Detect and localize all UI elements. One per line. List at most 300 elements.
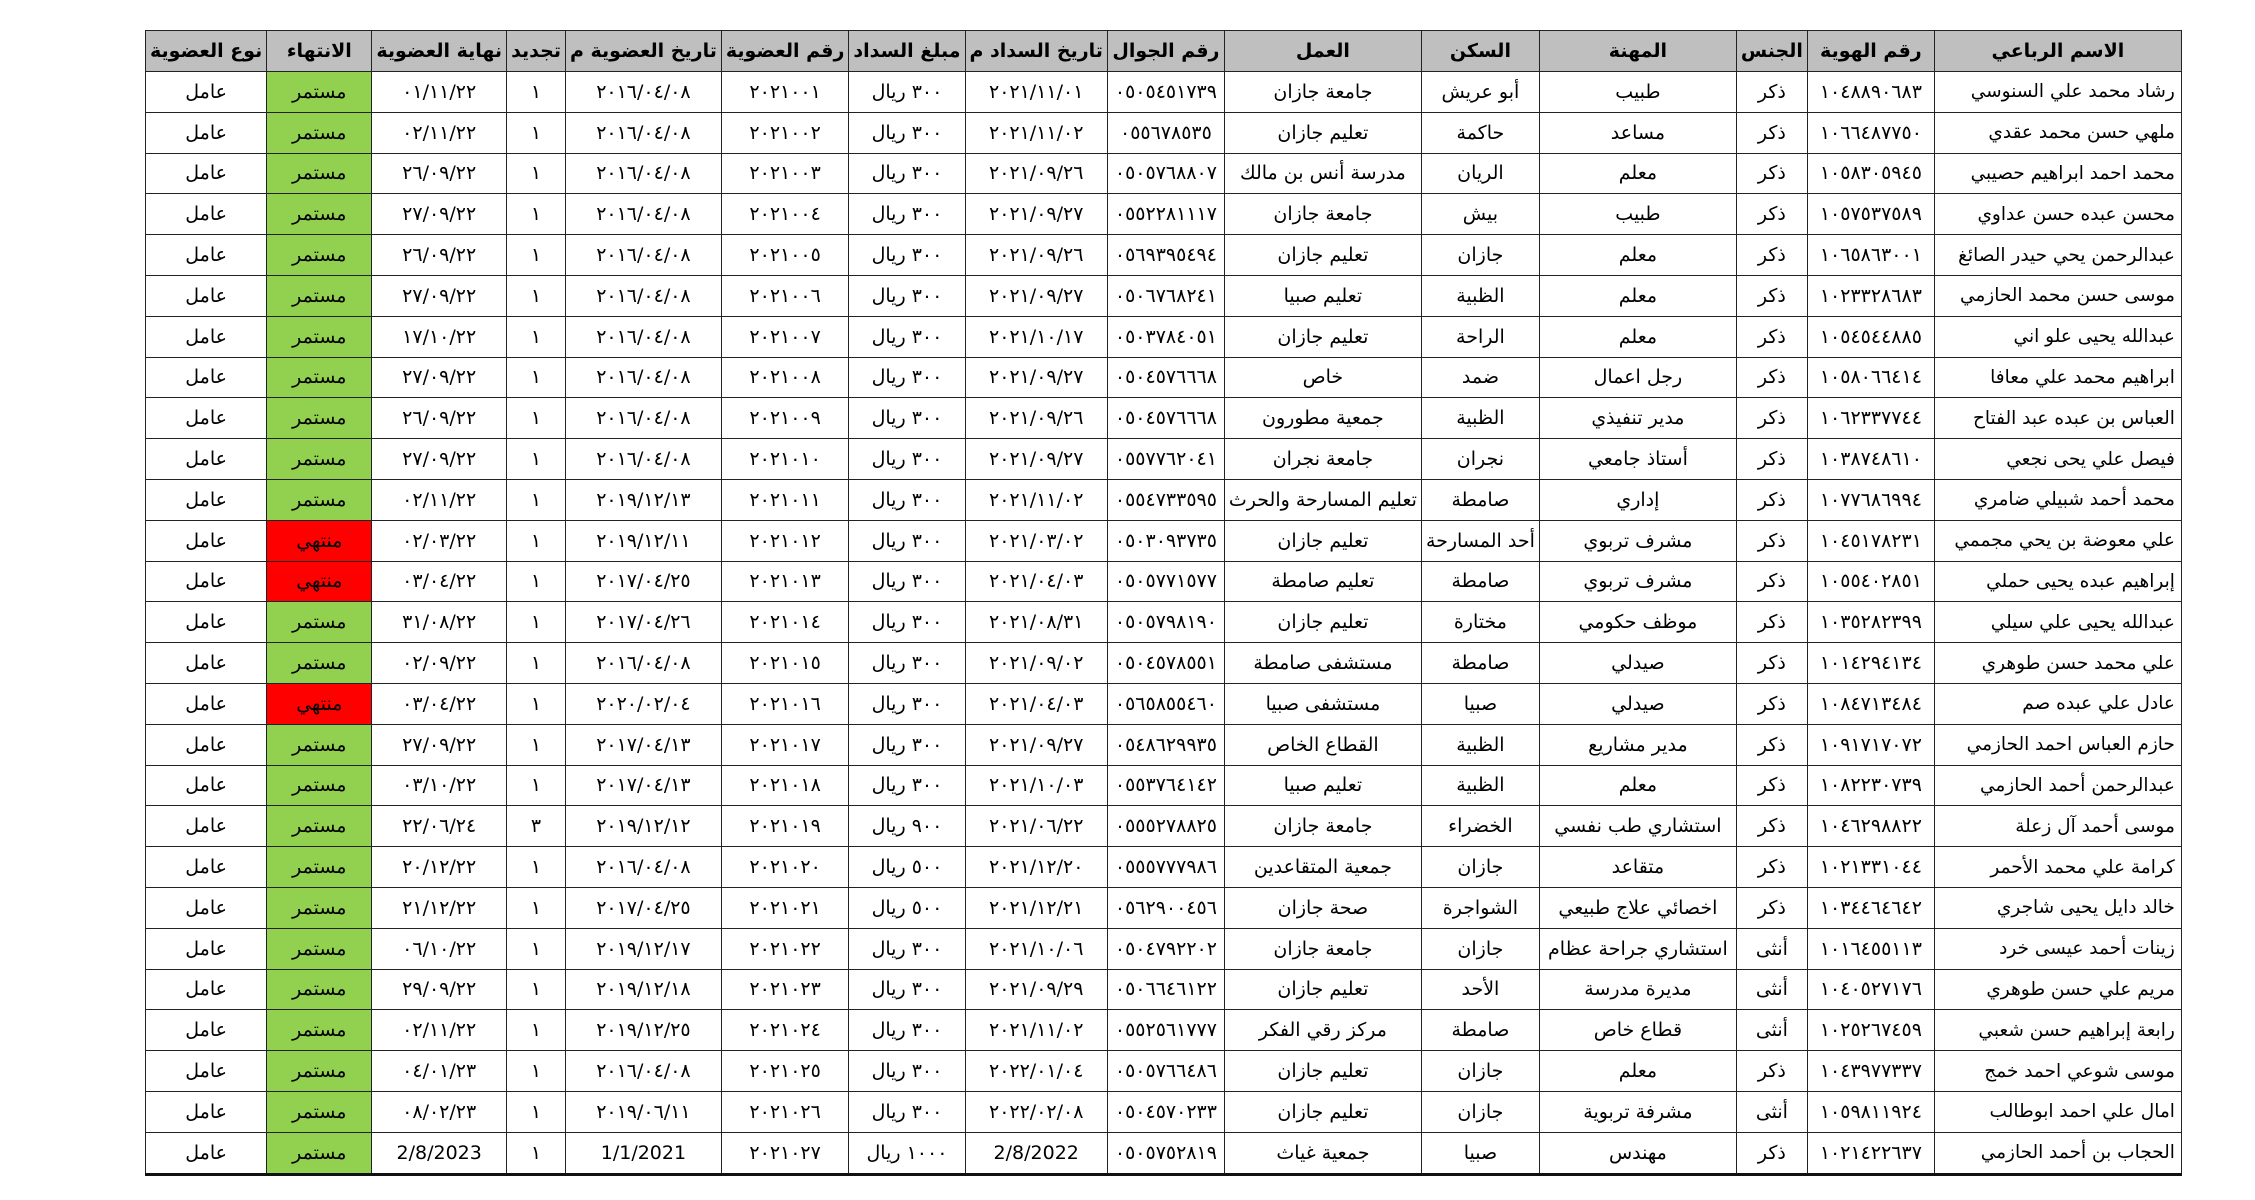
cell-amount: ١٠٠٠ ريال (849, 1132, 965, 1174)
cell-memend: ٠٢/١١/٢٢ (372, 112, 507, 153)
cell-work: جمعية غياث (1224, 1132, 1421, 1174)
cell-memno: ٢٠٢١٠٠١ (721, 72, 849, 113)
cell-renew: ١ (507, 724, 566, 765)
cell-amount: ٣٠٠ ريال (849, 439, 965, 480)
cell-memend: ٢٧/٠٩/٢٢ (372, 194, 507, 235)
cell-id: ١٠٤٦٢٩٨٨٢٢ (1807, 806, 1934, 847)
cell-profession: مشرف تربوي (1539, 520, 1736, 561)
header-renew: تجديد (507, 31, 566, 72)
cell-memdate: ٢٠١٧/٠٤/١٣ (565, 765, 721, 806)
cell-memno: ٢٠٢١٠٢٦ (721, 1091, 849, 1132)
cell-renew: ١ (507, 275, 566, 316)
cell-gender: ذكر (1736, 1051, 1807, 1092)
status-badge: مستمر (267, 275, 372, 316)
cell-gender: ذكر (1736, 724, 1807, 765)
header-type: نوع العضوية (146, 31, 267, 72)
status-badge: مستمر (267, 1132, 372, 1174)
cell-profession: مشرف تربوي (1539, 561, 1736, 602)
cell-gender: ذكر (1736, 847, 1807, 888)
cell-paydate: ٢٠٢٢/٠١/٠٤ (965, 1051, 1107, 1092)
cell-memno: ٢٠٢١٠١٧ (721, 724, 849, 765)
cell-amount: ٣٠٠ ريال (849, 520, 965, 561)
cell-residence: الشواجرة (1421, 887, 1539, 928)
cell-mobile: ٠٥٥٥٢٧٨٨٢٥ (1107, 806, 1224, 847)
cell-paydate: ٢٠٢١/٠٩/٢٧ (965, 275, 1107, 316)
cell-type: عامل (146, 765, 267, 806)
status-badge: مستمر (267, 643, 372, 684)
cell-memdate: ٢٠١٩/١٢/٢٥ (565, 1010, 721, 1051)
table-body (146, 72, 2182, 1175)
cell-renew: ١ (507, 520, 566, 561)
cell-memend: ٠٣/٠٤/٢٢ (372, 683, 507, 724)
cell-name: إبراهيم عبده يحيى حملي (1934, 561, 2181, 602)
table-row (146, 724, 2182, 765)
table-row (146, 398, 2182, 439)
cell-amount: ٥٠٠ ريال (849, 887, 965, 928)
cell-paydate: ٢٠٢١/٠٩/٢٦ (965, 235, 1107, 276)
cell-residence: جازان (1421, 928, 1539, 969)
cell-mobile: ٠٥٥٥٧٧٧٩٨٦ (1107, 847, 1224, 888)
cell-amount: ٣٠٠ ريال (849, 235, 965, 276)
cell-memdate: 1/1/2021 (565, 1132, 721, 1174)
cell-name: الحجاب بن أحمد الحازمي (1934, 1132, 2181, 1174)
status-badge: مستمر (267, 112, 372, 153)
cell-amount: ٣٠٠ ريال (849, 602, 965, 643)
cell-memno: ٢٠٢١٠٢٠ (721, 847, 849, 888)
cell-memdate: ٢٠١٦/٠٤/٠٨ (565, 275, 721, 316)
status-badge: مستمر (267, 235, 372, 276)
cell-renew: ١ (507, 643, 566, 684)
table-row (146, 153, 2182, 194)
cell-gender: ذكر (1736, 520, 1807, 561)
cell-amount: ٣٠٠ ريال (849, 275, 965, 316)
cell-work: جمعية المتقاعدين (1224, 847, 1421, 888)
cell-renew: ١ (507, 602, 566, 643)
cell-paydate: ٢٠٢١/٠٩/٢٦ (965, 153, 1107, 194)
cell-mobile: ٠٥٠٣٠٩٣٧٣٥ (1107, 520, 1224, 561)
cell-memdate: ٢٠١٦/٠٤/٠٨ (565, 1051, 721, 1092)
cell-work: تعليم جازان (1224, 969, 1421, 1010)
header-profession: المهنة (1539, 31, 1736, 72)
status-badge: مستمر (267, 969, 372, 1010)
status-badge: مستمر (267, 724, 372, 765)
cell-paydate: 2/8/2022 (965, 1132, 1107, 1174)
cell-renew: ١ (507, 112, 566, 153)
cell-work: مستشفى صامطة (1224, 643, 1421, 684)
cell-residence: أبو عريش (1421, 72, 1539, 113)
cell-work: خاص (1224, 357, 1421, 398)
table-row (146, 1051, 2182, 1092)
cell-type: عامل (146, 806, 267, 847)
cell-paydate: ٢٠٢١/٠٩/٢٩ (965, 969, 1107, 1010)
cell-profession: مساعد (1539, 112, 1736, 153)
cell-residence: الريان (1421, 153, 1539, 194)
cell-memdate: ٢٠١٦/٠٤/٠٨ (565, 235, 721, 276)
cell-gender: أنثى (1736, 928, 1807, 969)
cell-mobile: ٠٥٥٤٧٣٣٥٩٥ (1107, 479, 1224, 520)
table-row (146, 275, 2182, 316)
cell-mobile: ٠٥٠٣٧٨٤٠٥١ (1107, 316, 1224, 357)
cell-mobile: ٠٥٦٢٩٠٠٤٥٦ (1107, 887, 1224, 928)
cell-gender: ذكر (1736, 398, 1807, 439)
cell-work: تعليم جازان (1224, 112, 1421, 153)
cell-amount: ٣٠٠ ريال (849, 1010, 965, 1051)
cell-id: ١٠٨٢٢٣٠٧٣٩ (1807, 765, 1934, 806)
table-row (146, 806, 2182, 847)
status-badge: مستمر (267, 357, 372, 398)
cell-renew: ١ (507, 1010, 566, 1051)
cell-id: ١٠٨٤٧١٣٤٨٤ (1807, 683, 1934, 724)
cell-profession: مدير مشاريع (1539, 724, 1736, 765)
cell-renew: ١ (507, 398, 566, 439)
cell-type: عامل (146, 316, 267, 357)
status-badge: منتهي (267, 520, 372, 561)
cell-work: جامعة جازان (1224, 806, 1421, 847)
cell-mobile: ٠٥٠٦٦٤٦١٢٢ (1107, 969, 1224, 1010)
cell-work: جامعة جازان (1224, 928, 1421, 969)
cell-amount: ٣٠٠ ريال (849, 112, 965, 153)
cell-name: فيصل علي يحى نجعي (1934, 439, 2181, 480)
cell-memno: ٢٠٢١٠٠٦ (721, 275, 849, 316)
cell-residence: صامطة (1421, 561, 1539, 602)
cell-paydate: ٢٠٢١/١٢/٢١ (965, 887, 1107, 928)
cell-paydate: ٢٠٢١/١٠/٠٣ (965, 765, 1107, 806)
table-row (146, 1010, 2182, 1051)
cell-name: موسى شوعي احمد خمج (1934, 1051, 2181, 1092)
cell-memend: ٢٩/٠٩/٢٢ (372, 969, 507, 1010)
status-badge: مستمر (267, 806, 372, 847)
cell-gender: ذكر (1736, 112, 1807, 153)
cell-amount: ٣٠٠ ريال (849, 479, 965, 520)
cell-work: تعليم جازان (1224, 602, 1421, 643)
cell-residence: صامطة (1421, 643, 1539, 684)
cell-work: مستشفى صبيا (1224, 683, 1421, 724)
cell-amount: ٣٠٠ ريال (849, 561, 965, 602)
cell-memend: ٠٣/٠٤/٢٢ (372, 561, 507, 602)
cell-memdate: ٢٠١٩/١٢/١٨ (565, 969, 721, 1010)
membership-sheet (145, 30, 2255, 1176)
cell-memend: ٢٧/٠٩/٢٢ (372, 275, 507, 316)
cell-memdate: ٢٠١٦/٠٤/٠٨ (565, 72, 721, 113)
cell-memno: ٢٠٢١٠٠٥ (721, 235, 849, 276)
cell-id: ١٠٥٨٣٠٥٩٤٥ (1807, 153, 1934, 194)
cell-memdate: ٢٠١٧/٠٤/٢٥ (565, 887, 721, 928)
cell-amount: ٥٠٠ ريال (849, 847, 965, 888)
status-badge: مستمر (267, 72, 372, 113)
cell-renew: ١ (507, 1051, 566, 1092)
cell-renew: ١ (507, 439, 566, 480)
cell-gender: أنثى (1736, 1091, 1807, 1132)
status-badge: مستمر (267, 847, 372, 888)
cell-paydate: ٢٠٢١/١٠/٠٦ (965, 928, 1107, 969)
cell-memdate: ٢٠١٦/٠٤/٠٨ (565, 194, 721, 235)
cell-memend: ٢٢/٠٦/٢٤ (372, 806, 507, 847)
cell-gender: ذكر (1736, 235, 1807, 276)
cell-memdate: ٢٠١٦/٠٤/٠٨ (565, 316, 721, 357)
cell-memend: ٠٢/١١/٢٢ (372, 1010, 507, 1051)
cell-work: جامعة جازان (1224, 72, 1421, 113)
cell-profession: طبيب (1539, 72, 1736, 113)
cell-id: ١٠٥٩٨١١٩٢٤ (1807, 1091, 1934, 1132)
cell-mobile: ٠٥٥٧٧٦٢٠٤١ (1107, 439, 1224, 480)
cell-id: ١٠٤٨٨٩٠٦٨٣ (1807, 72, 1934, 113)
cell-id: ١٠٥٤٥٤٤٨٨٥ (1807, 316, 1934, 357)
table-row (146, 72, 2182, 113)
cell-renew: ١ (507, 479, 566, 520)
cell-renew: ١ (507, 928, 566, 969)
cell-amount: ٣٠٠ ريال (849, 316, 965, 357)
cell-name: رابعة إبراهيم حسن شعبي (1934, 1010, 2181, 1051)
header-row (146, 31, 2182, 72)
table-row (146, 683, 2182, 724)
cell-memno: ٢٠٢١٠١٠ (721, 439, 849, 480)
status-badge: مستمر (267, 1010, 372, 1051)
cell-profession: معلم (1539, 316, 1736, 357)
cell-type: عامل (146, 969, 267, 1010)
header-work: العمل (1224, 31, 1421, 72)
cell-paydate: ٢٠٢١/٠٩/٢٧ (965, 357, 1107, 398)
cell-work: تعليم جازان (1224, 1051, 1421, 1092)
cell-id: ١٠٤٠٥٢٧١٧٦ (1807, 969, 1934, 1010)
cell-id: ١٠٣٤٤٦٤٦٤٢ (1807, 887, 1934, 928)
cell-work: تعليم صبيا (1224, 765, 1421, 806)
cell-work: جامعة نجران (1224, 439, 1421, 480)
cell-amount: ٣٠٠ ريال (849, 398, 965, 439)
cell-memno: ٢٠٢١٠٢٣ (721, 969, 849, 1010)
cell-profession: معلم (1539, 765, 1736, 806)
table-row (146, 479, 2182, 520)
cell-memend: ٢٠/١٢/٢٢ (372, 847, 507, 888)
cell-name: موسى حسن محمد الحازمي (1934, 275, 2181, 316)
cell-renew: ١ (507, 316, 566, 357)
cell-profession: قطاع خاص (1539, 1010, 1736, 1051)
cell-memno: ٢٠٢١٠١٣ (721, 561, 849, 602)
cell-id: ١٠٣٥٢٨٢٣٩٩ (1807, 602, 1934, 643)
cell-gender: ذكر (1736, 316, 1807, 357)
cell-gender: ذكر (1736, 806, 1807, 847)
cell-memend: ٣١/٠٨/٢٢ (372, 602, 507, 643)
cell-renew: ١ (507, 194, 566, 235)
cell-type: عامل (146, 602, 267, 643)
cell-memend: ٢٧/٠٩/٢٢ (372, 724, 507, 765)
cell-mobile: ٠٥٠٦٧٦٨٢٤١ (1107, 275, 1224, 316)
cell-memdate: ٢٠٢٠/٠٢/٠٤ (565, 683, 721, 724)
cell-work: القطاع الخاص (1224, 724, 1421, 765)
cell-renew: ١ (507, 683, 566, 724)
cell-profession: استشاري جراحة عظام (1539, 928, 1736, 969)
cell-memno: ٢٠٢١٠١٩ (721, 806, 849, 847)
cell-paydate: ٢٠٢١/٠٩/٢٧ (965, 439, 1107, 480)
cell-id: ١٠٥٧٥٣٧٥٨٩ (1807, 194, 1934, 235)
cell-memend: ٠٢/٠٣/٢٢ (372, 520, 507, 561)
cell-mobile: ٠٥٦٥٨٥٥٤٦٠ (1107, 683, 1224, 724)
cell-amount: ٣٠٠ ريال (849, 724, 965, 765)
cell-work: تعليم صامطة (1224, 561, 1421, 602)
cell-type: عامل (146, 1091, 267, 1132)
cell-paydate: ٢٠٢١/٠٤/٠٣ (965, 561, 1107, 602)
cell-residence: جازان (1421, 1051, 1539, 1092)
cell-paydate: ٢٠٢١/٠٩/٠٢ (965, 643, 1107, 684)
cell-id: ١٠٥٨٠٦٦٤١٤ (1807, 357, 1934, 398)
cell-renew: ١ (507, 969, 566, 1010)
cell-work: مدرسة أنس بن مالك (1224, 153, 1421, 194)
cell-gender: ذكر (1736, 765, 1807, 806)
cell-gender: ذكر (1736, 602, 1807, 643)
cell-paydate: ٢٠٢١/١١/٠٢ (965, 1010, 1107, 1051)
header-amount: مبلغ السداد (849, 31, 965, 72)
cell-renew: ١ (507, 153, 566, 194)
table-row (146, 887, 2182, 928)
cell-id: ١٠١٤٢٩٤١٣٤ (1807, 643, 1934, 684)
cell-name: ملهي حسن محمد عقدي (1934, 112, 2181, 153)
cell-profession: مدير تنفيذي (1539, 398, 1736, 439)
cell-renew: ١ (507, 847, 566, 888)
cell-renew: ١ (507, 887, 566, 928)
cell-id: ١٠٤٣٩٧٧٣٣٧ (1807, 1051, 1934, 1092)
cell-gender: ذكر (1736, 357, 1807, 398)
cell-profession: أستاذ جامعي (1539, 439, 1736, 480)
status-badge: منتهي (267, 561, 372, 602)
header-mobile: رقم الجوال (1107, 31, 1224, 72)
cell-residence: مختارة (1421, 602, 1539, 643)
cell-name: محسن عبده حسن عداوي (1934, 194, 2181, 235)
cell-name: موسى أحمد آل زعلة (1934, 806, 2181, 847)
status-badge: منتهي (267, 683, 372, 724)
cell-paydate: ٢٠٢١/٠٤/٠٣ (965, 683, 1107, 724)
cell-memdate: ٢٠١٦/٠٤/٠٨ (565, 112, 721, 153)
cell-id: ١٠٥٥٤٠٢٨٥١ (1807, 561, 1934, 602)
cell-gender: أنثى (1736, 1010, 1807, 1051)
cell-memend: ٢٦/٠٩/٢٢ (372, 398, 507, 439)
cell-type: عامل (146, 1132, 267, 1174)
cell-memno: ٢٠٢١٠١٦ (721, 683, 849, 724)
cell-memdate: ٢٠١٦/٠٤/٠٨ (565, 847, 721, 888)
cell-mobile: ٠٥٠٥٧٦٦٤٨٦ (1107, 1051, 1224, 1092)
cell-renew: ١ (507, 72, 566, 113)
cell-memend: 2/8/2023 (372, 1132, 507, 1174)
cell-memdate: ٢٠١٦/٠٤/٠٨ (565, 643, 721, 684)
status-badge: مستمر (267, 1091, 372, 1132)
cell-profession: معلم (1539, 275, 1736, 316)
cell-memend: ٠٨/٠٢/٢٣ (372, 1091, 507, 1132)
cell-amount: ٣٠٠ ريال (849, 928, 965, 969)
cell-paydate: ٢٠٢١/١٢/٢٠ (965, 847, 1107, 888)
cell-residence: الخضراء (1421, 806, 1539, 847)
cell-type: عامل (146, 235, 267, 276)
header-paydate: تاريخ السداد م (965, 31, 1107, 72)
cell-name: حازم العباس احمد الحازمي (1934, 724, 2181, 765)
cell-memdate: ٢٠١٦/٠٤/٠٨ (565, 153, 721, 194)
membership-table (145, 30, 2182, 1176)
cell-profession: صيدلي (1539, 643, 1736, 684)
cell-mobile: ٠٥٥٣٧٦٤١٤٢ (1107, 765, 1224, 806)
cell-memno: ٢٠٢١٠١١ (721, 479, 849, 520)
cell-id: ١٠٦٢٣٣٧٧٤٤ (1807, 398, 1934, 439)
cell-residence: ضمد (1421, 357, 1539, 398)
cell-residence: حاكمة (1421, 112, 1539, 153)
cell-paydate: ٢٠٢١/٠٩/٢٧ (965, 724, 1107, 765)
cell-memend: ٢٦/٠٩/٢٢ (372, 153, 507, 194)
header-status: الانتهاء (267, 31, 372, 72)
cell-memend: ٠٦/١٠/٢٢ (372, 928, 507, 969)
cell-name: مريم علي حسن طوهري (1934, 969, 2181, 1010)
cell-mobile: ٠٥٥٦٧٨٥٣٥ (1107, 112, 1224, 153)
cell-memdate: ٢٠١٦/٠٤/٠٨ (565, 439, 721, 480)
table-row (146, 847, 2182, 888)
cell-paydate: ٢٠٢١/٠٦/٢٢ (965, 806, 1107, 847)
cell-memdate: ٢٠١٦/٠٤/٠٨ (565, 398, 721, 439)
cell-mobile: ٠٥٥٢٢٨١١١٧ (1107, 194, 1224, 235)
cell-name: امال علي احمد ابوطالب (1934, 1091, 2181, 1132)
table-row (146, 1091, 2182, 1132)
cell-paydate: ٢٠٢١/١١/٠١ (965, 72, 1107, 113)
cell-mobile: ٠٥٠٤٥٧٦٦٦٨ (1107, 398, 1224, 439)
cell-memend: ٢١/١٢/٢٢ (372, 887, 507, 928)
cell-type: عامل (146, 643, 267, 684)
cell-name: زينات أحمد عيسى خرد (1934, 928, 2181, 969)
cell-gender: ذكر (1736, 194, 1807, 235)
cell-type: عامل (146, 357, 267, 398)
cell-amount: ٣٠٠ ريال (849, 1051, 965, 1092)
cell-amount: ٣٠٠ ريال (849, 683, 965, 724)
table-row (146, 357, 2182, 398)
cell-work: تعليم جازان (1224, 235, 1421, 276)
cell-work: مركز رقي الفكر (1224, 1010, 1421, 1051)
cell-gender: أنثى (1736, 969, 1807, 1010)
cell-name: عبدالله يحيى علي سيلي (1934, 602, 2181, 643)
cell-gender: ذكر (1736, 275, 1807, 316)
cell-mobile: ٠٥٠٥٧٦٨٨٠٧ (1107, 153, 1224, 194)
cell-type: عامل (146, 561, 267, 602)
cell-memend: ٢٧/٠٩/٢٢ (372, 357, 507, 398)
cell-memdate: ٢٠١٩/١٢/١١ (565, 520, 721, 561)
cell-memend: ٠٣/١٠/٢٢ (372, 765, 507, 806)
cell-work: صحة جازان (1224, 887, 1421, 928)
cell-memdate: ٢٠١٦/٠٤/٠٨ (565, 357, 721, 398)
cell-memno: ٢٠٢١٠٠٩ (721, 398, 849, 439)
cell-type: عامل (146, 887, 267, 928)
cell-type: عامل (146, 1010, 267, 1051)
cell-memno: ٢٠٢١٠٠٧ (721, 316, 849, 357)
cell-memno: ٢٠٢١٠٢٥ (721, 1051, 849, 1092)
table-row (146, 561, 2182, 602)
cell-memno: ٢٠٢١٠١٨ (721, 765, 849, 806)
cell-profession: موظف حكومي (1539, 602, 1736, 643)
cell-type: عامل (146, 520, 267, 561)
header-memno: رقم العضوية (721, 31, 849, 72)
cell-profession: معلم (1539, 235, 1736, 276)
cell-name: العباس بن عبده عبد الفتاح (1934, 398, 2181, 439)
cell-amount: ٣٠٠ ريال (849, 1091, 965, 1132)
cell-residence: جازان (1421, 847, 1539, 888)
cell-mobile: ٠٥٤٨٦٢٩٩٣٥ (1107, 724, 1224, 765)
cell-id: ١٠٢٣٣٢٨٦٨٣ (1807, 275, 1934, 316)
cell-type: عامل (146, 479, 267, 520)
cell-profession: طبيب (1539, 194, 1736, 235)
cell-memno: ٢٠٢١٠٢٧ (721, 1132, 849, 1174)
cell-memdate: ٢٠١٧/٠٤/١٣ (565, 724, 721, 765)
cell-mobile: ٠٥٠٤٥٧٦٦٦٨ (1107, 357, 1224, 398)
cell-memno: ٢٠٢١٠٠٣ (721, 153, 849, 194)
cell-residence: صامطة (1421, 479, 1539, 520)
cell-gender: ذكر (1736, 887, 1807, 928)
cell-gender: ذكر (1736, 153, 1807, 194)
cell-residence: الظبية (1421, 275, 1539, 316)
status-badge: مستمر (267, 887, 372, 928)
table-row (146, 316, 2182, 357)
cell-residence: صامطة (1421, 1010, 1539, 1051)
status-badge: مستمر (267, 1051, 372, 1092)
